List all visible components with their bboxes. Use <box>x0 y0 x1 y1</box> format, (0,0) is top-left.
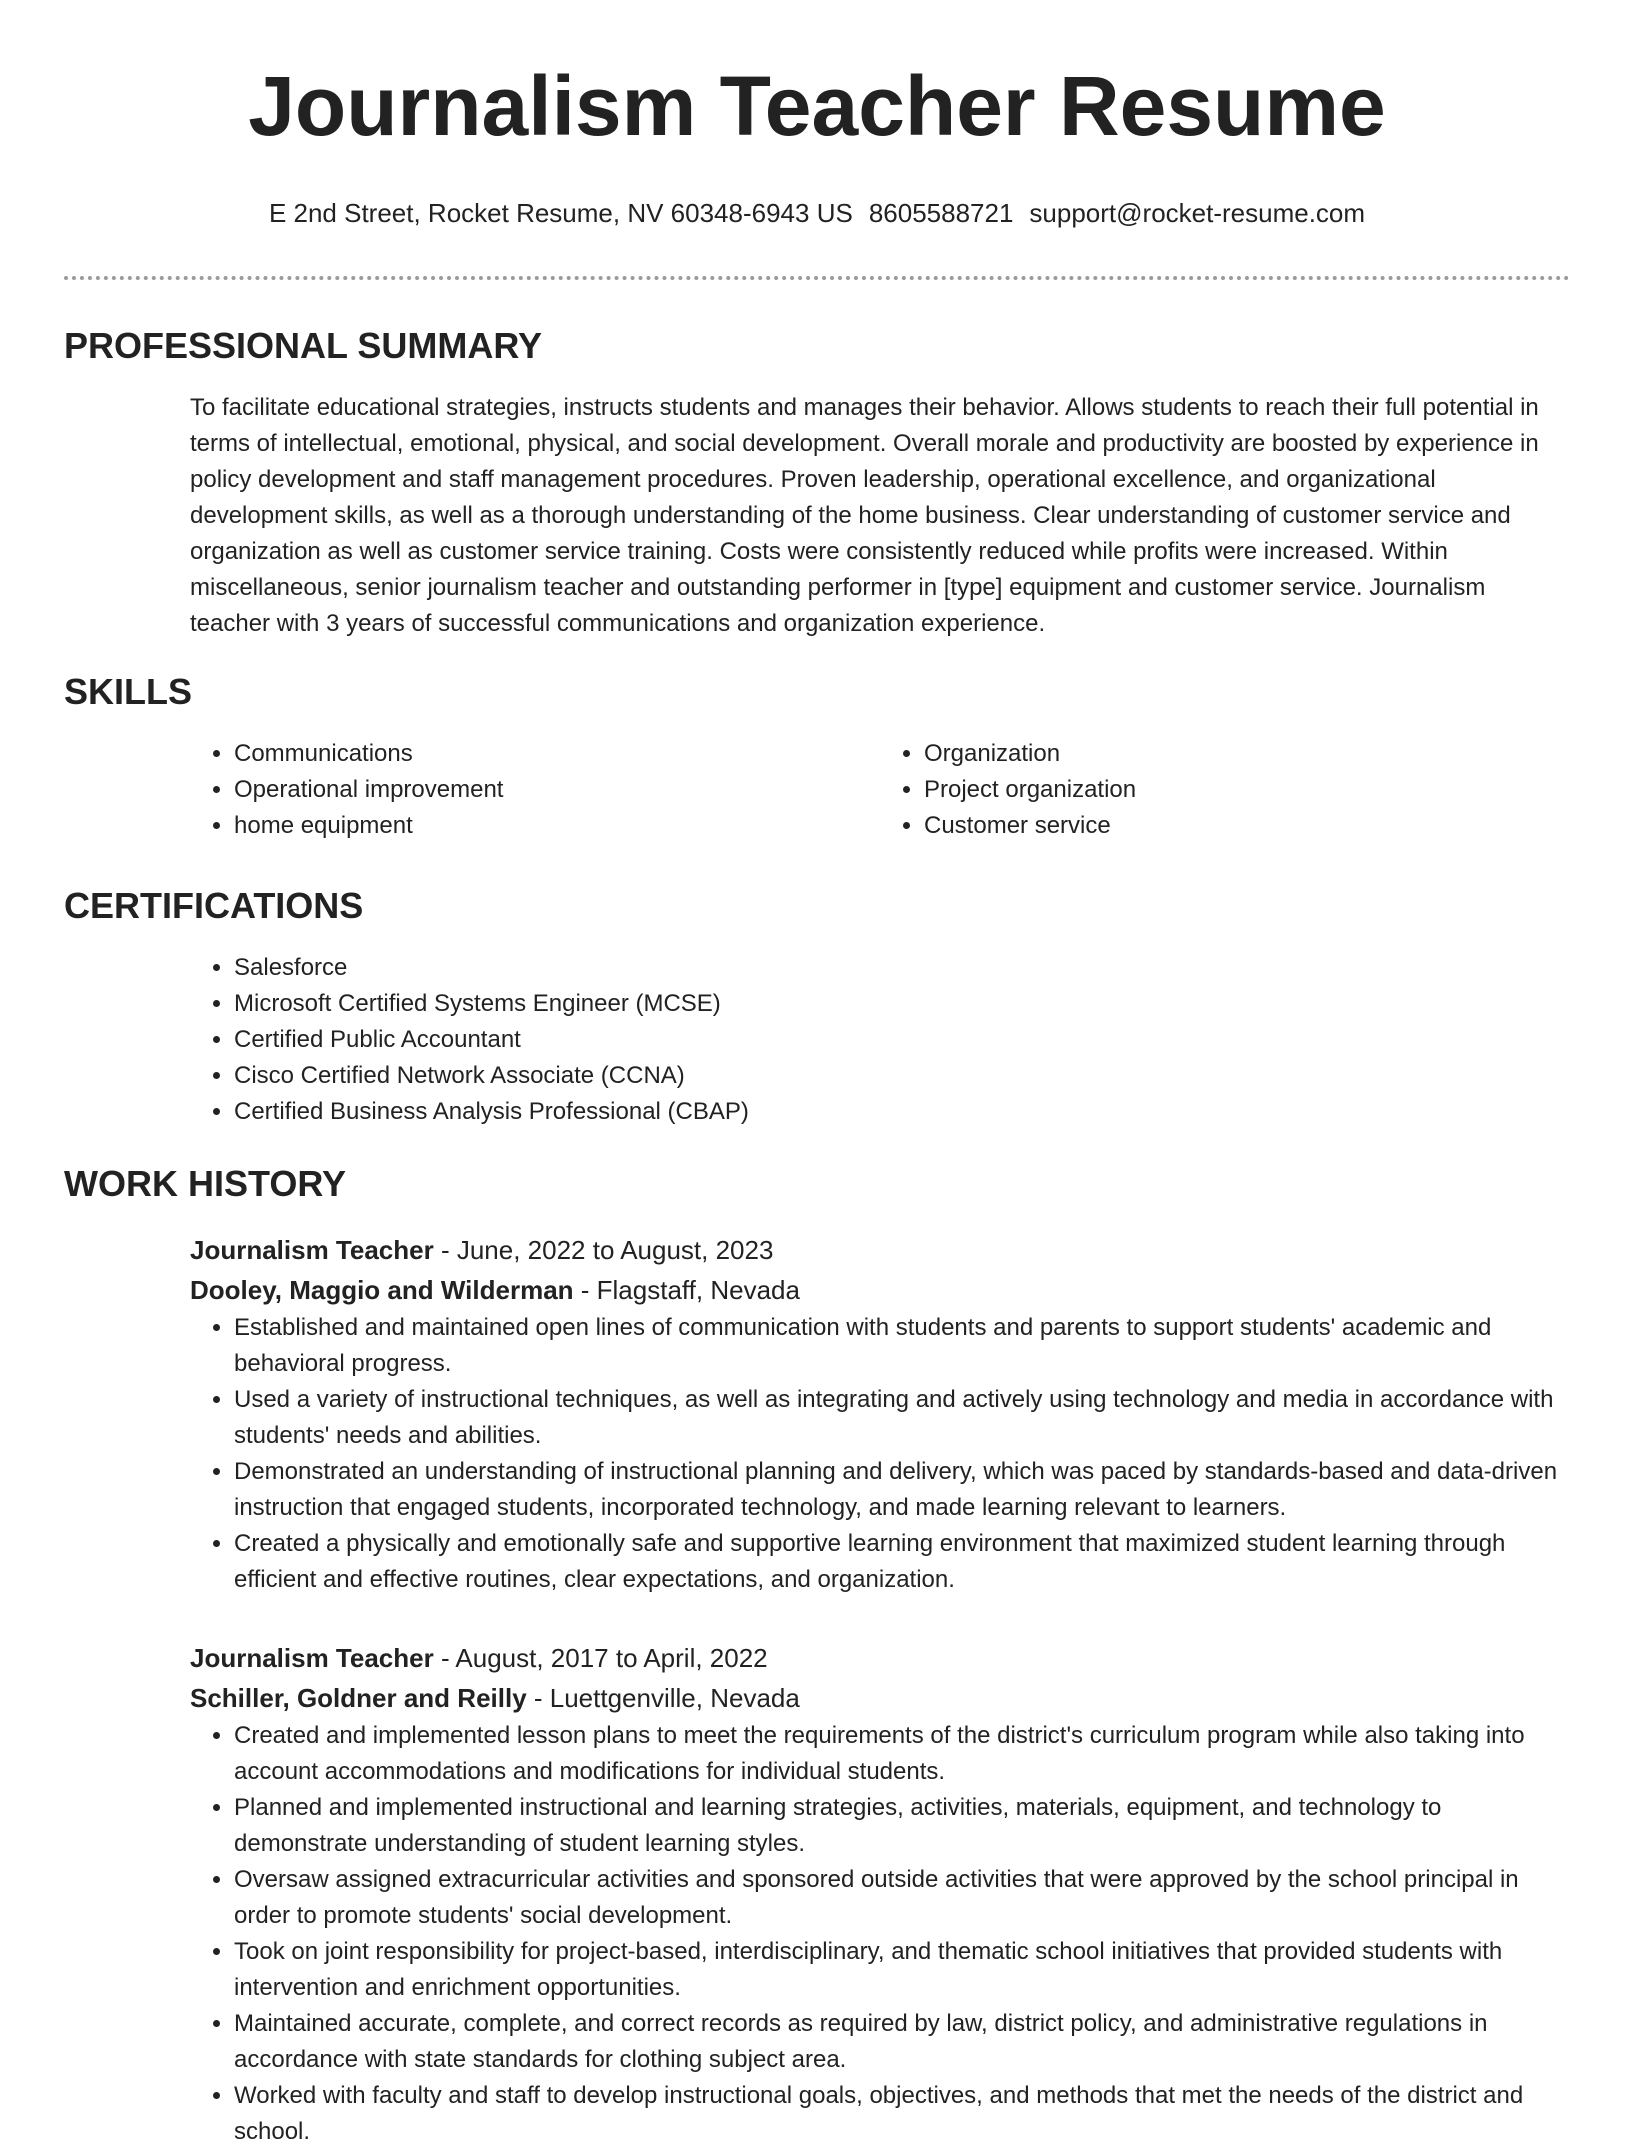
skills-column-left <box>190 736 880 844</box>
job-duties <box>190 1310 1570 1598</box>
work-history-heading: WORK HISTORY <box>64 1163 347 1204</box>
job-location: - Flagstaff, Nevada <box>573 1275 800 1305</box>
header-divider <box>64 276 1570 280</box>
job-dates: - June, 2022 to August, 2023 <box>433 1235 774 1265</box>
job-duty-item: • Created a physically and emotionally safe and supportive learning environment that maximized student learning through efficient and effective routines, clear expectations, and organization. <box>234 1526 1570 1598</box>
skill-item: • Project organization <box>924 772 1570 808</box>
job-duty-item: • Used a variety of instructional techniques, as well as integrating and actively using technology and media in accordance with students' needs and abilities. <box>234 1382 1570 1454</box>
contact-phone: 8605588721 <box>868 198 1014 228</box>
certifications-heading: CERTIFICATIONS <box>64 885 364 926</box>
skill-item: • Organization <box>924 736 1570 772</box>
job-company-line <box>190 1678 1570 1718</box>
job-duty-item: • Planned and implemented instructional and learning strategies, activities, materials, equipment, and technology to demonstrate understanding of student learning styles. <box>234 1790 1570 1862</box>
skill-item: • Customer service <box>924 808 1570 844</box>
job-duty-item: • Took on joint responsibility for project-based, interdisciplinary, and thematic school initiatives that provided students with intervention and enrichment opportunities. <box>234 1934 1570 2006</box>
skills-heading: SKILLS <box>64 671 193 712</box>
job-duty-item: • Oversaw assigned extracurricular activities and sponsored outside activities that were approved by the school principal in order to promote students' social development. <box>234 1862 1570 1934</box>
contact-address: E 2nd Street, Rocket Resume, NV 60348-6943 US <box>268 198 853 228</box>
certification-item: • Certified Public Accountant <box>234 1022 1570 1058</box>
certification-item: • Microsoft Certified Systems Engineer (MCSE) <box>234 986 1570 1022</box>
job-duty-item: • Maintained accurate, complete, and correct records as required by law, district policy, and administrative regulations in accordance with state standards for clothing subject area. <box>234 2006 1570 2078</box>
skills-list <box>190 736 1570 844</box>
skill-item: • Operational improvement <box>234 772 880 808</box>
job-title: Journalism Teacher <box>190 1235 434 1265</box>
job-location: - Luettgenville, Nevada <box>526 1683 800 1713</box>
job-duty-item: • Created and implemented lesson plans to meet the requirements of the district's curriculum program while also taking into account accommodations and modifications for individual students. <box>234 1718 1570 1790</box>
job-duty-item: • Worked with faculty and staff to develop instructional goals, objectives, and methods that met the needs of the district and school. <box>234 2078 1570 2150</box>
job-entry <box>190 1638 1570 2150</box>
certification-item: • Salesforce <box>234 950 1570 986</box>
contact-email: support@rocket-resume.com <box>1029 198 1366 228</box>
skill-item: • Communications <box>234 736 880 772</box>
job-company-line <box>190 1270 1570 1310</box>
job-duty-item: • Established and maintained open lines of communication with students and parents to support students' academic and behavioral progress. <box>234 1310 1570 1382</box>
job-duties <box>190 1718 1570 2150</box>
certifications-bullets <box>190 950 1570 1130</box>
job-duty-item: • Demonstrated an understanding of instructional planning and delivery, which was paced by standards-based and data-driven instruction that engaged students, incorporated technology, and made learning relevant to learners. <box>234 1454 1570 1526</box>
resume-page <box>64 0 1570 2150</box>
job-company: Dooley, Maggio and Wilderman <box>190 1275 574 1305</box>
summary-text: To facilitate educational strategies, instructs students and manages their behavior. Allows students to reach their full potential in terms of intellectual, emotional, physical, and social development. Overall morale and productivity are boosted by experience in policy development and staff management procedures. Proven leadership, operational excellence, and organizational development skills, as well as a thorough understanding of the home business. Clear understanding of customer service and organization as well as customer service training. Costs were consistently reduced while profits were increased. Within miscellaneous, senior journalism teacher and outstanding performer in [type] equipment and customer service. Journalism teacher with 3 years of successful communications and organization experience. <box>190 394 1539 637</box>
job-title-line <box>190 1638 1570 1678</box>
certification-item: • Certified Business Analysis Professional (CBAP) <box>234 1094 1570 1130</box>
certifications-list <box>190 950 1570 1130</box>
contact-line <box>64 196 1570 230</box>
job-company: Schiller, Goldner and Reilly <box>190 1683 527 1713</box>
resume-title: Journalism Teacher Resume <box>248 59 1386 153</box>
job-title: Journalism Teacher <box>190 1643 434 1673</box>
summary-heading: PROFESSIONAL SUMMARY <box>64 325 543 366</box>
job-title-line <box>190 1230 1570 1270</box>
certification-item: • Cisco Certified Network Associate (CCNA) <box>234 1058 1570 1094</box>
job-dates: - August, 2017 to April, 2022 <box>433 1643 768 1673</box>
job-entry <box>190 1230 1570 1598</box>
skill-item: • home equipment <box>234 808 880 844</box>
skills-column-right <box>880 736 1570 844</box>
